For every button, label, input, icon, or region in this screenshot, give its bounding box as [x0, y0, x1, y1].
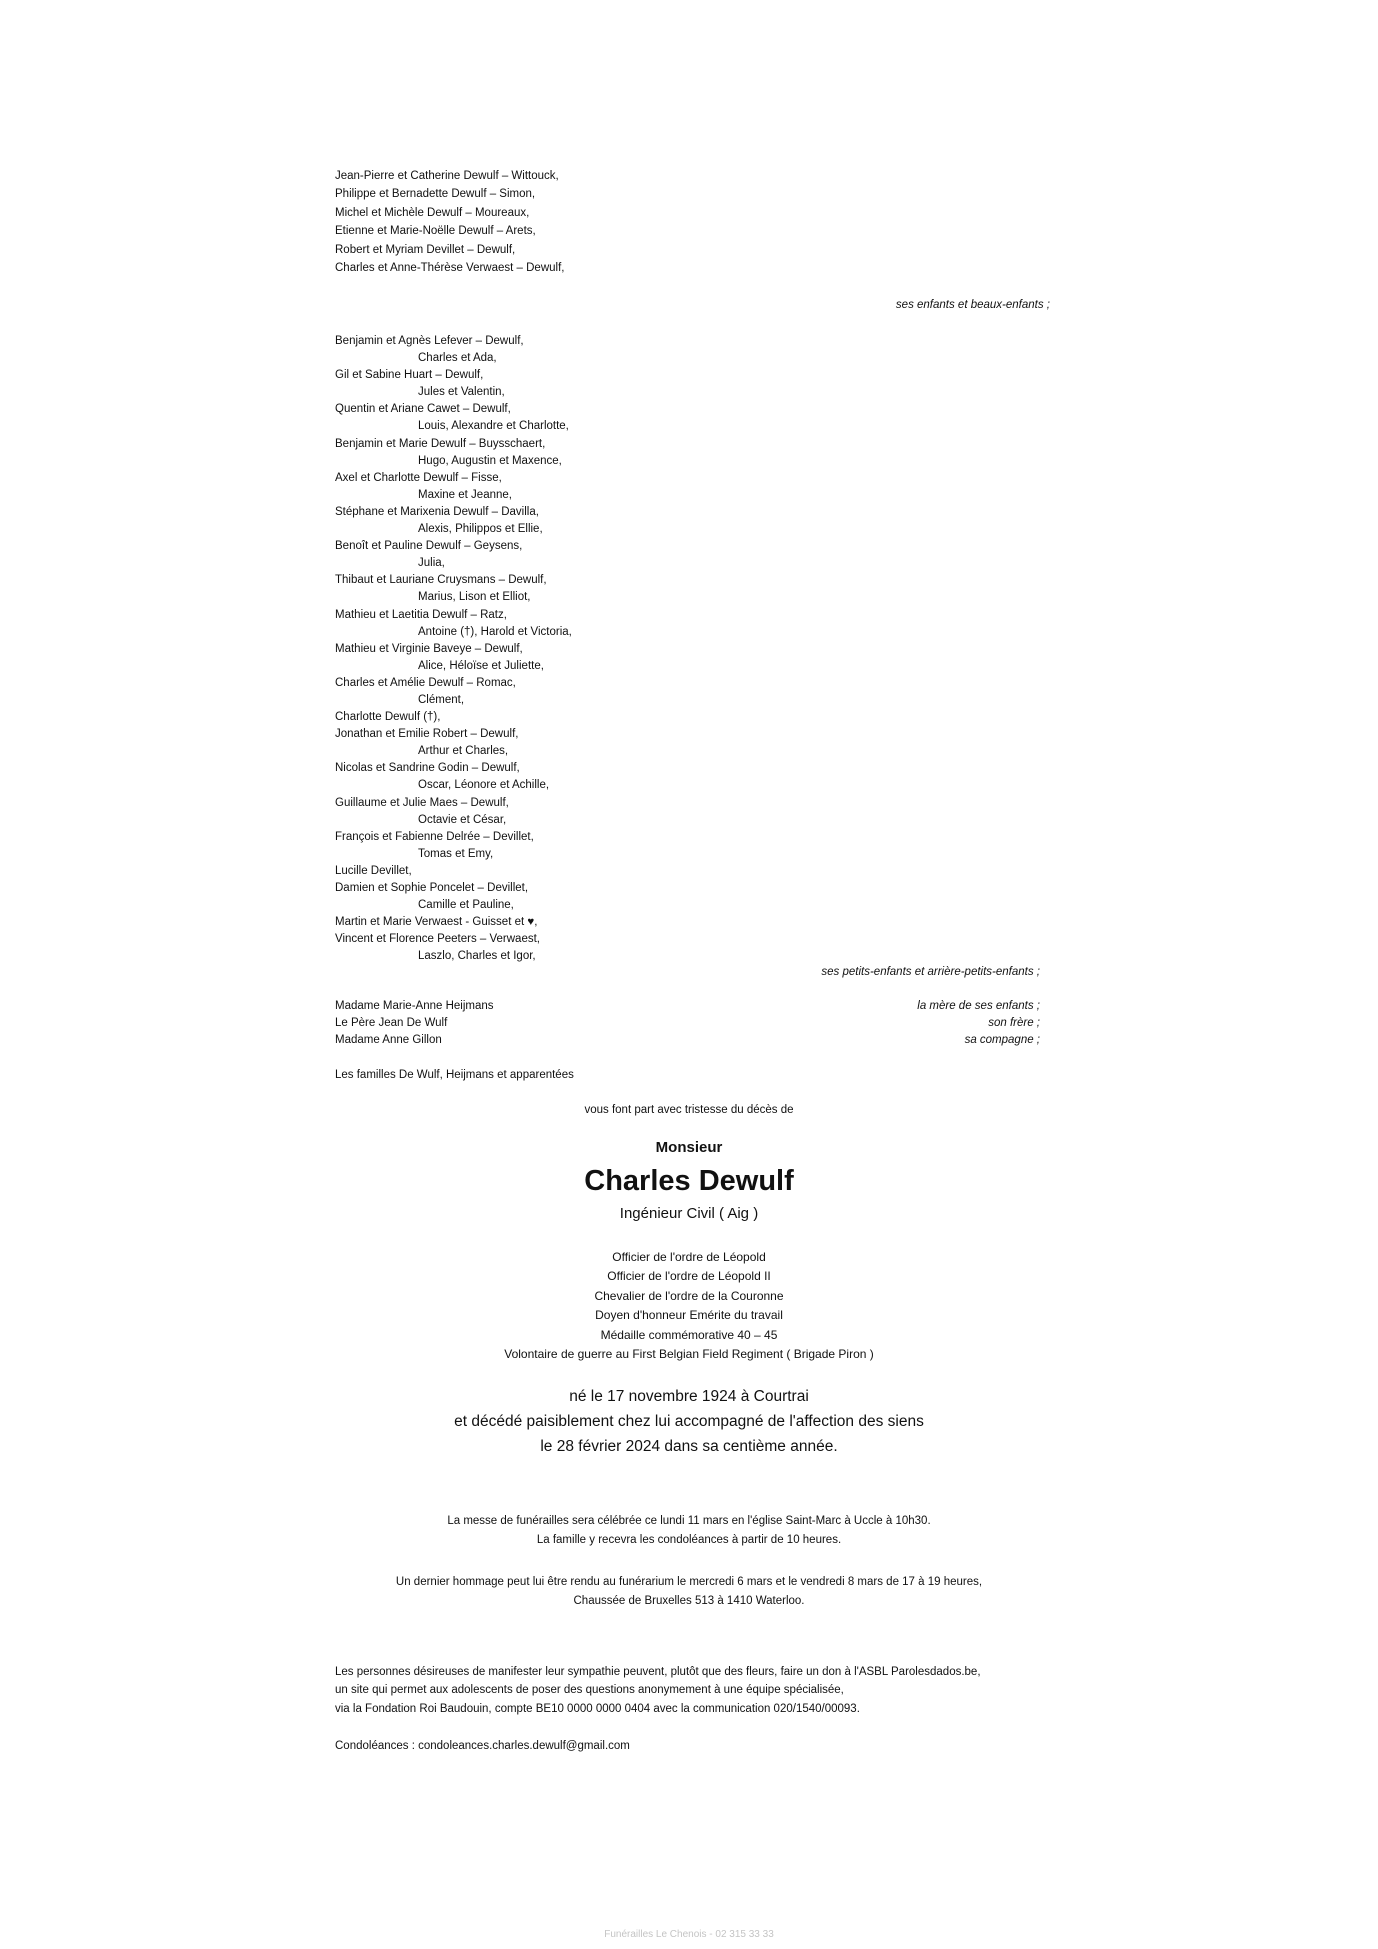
family-line: Charles et Anne-Thérèse Verwaest – Dewulf, [335, 262, 565, 275]
great-grandchildren-line: Alexis, Philippos et Ellie, [418, 523, 543, 536]
grandchild-line: Quentin et Ariane Cawet – Dewulf, [335, 403, 511, 416]
donation-line: Les personnes désireuses de manifester leur sympathie peuvent, plutôt que des fleurs, faire un don à l'ASBL Parolesdados.be, [335, 1666, 981, 1678]
great-grandchildren-line: Arthur et Charles, [418, 745, 509, 758]
funeral-line: La famille y recevra les condoléances à partir de 10 heures. [536, 1533, 842, 1546]
funeral-line: La messe de funérailles sera célébrée ce lundi 11 mars en l'église Saint-Marc à Uccle à 10h30. [447, 1515, 931, 1527]
grandchild-line: Damien et Sophie Poncelet – Devillet, [335, 882, 529, 894]
grandchild-line: Mathieu et Laetitia Dewulf – Ratz, [335, 608, 507, 621]
great-grandchildren-line: Julia, [418, 557, 445, 570]
grandchild-line: Mathieu et Virginie Baveye – Dewulf, [335, 642, 523, 655]
donation-line: un site qui permet aux adolescents de poser des questions anonymement à une équipe spécialisée, [335, 1684, 844, 1697]
relation-role: sa compagne ; [964, 1034, 1040, 1047]
grandchild-line: François et Fabienne Delrée – Devillet, [335, 830, 534, 843]
grandchild-line: Benjamin et Marie Dewulf – Buysschaert, [335, 437, 546, 450]
date-line: et décédé paisiblement chez lui accompagné de l'affection des siens [454, 1412, 924, 1430]
honor-line: Officier de l'ordre de Léopold [612, 1250, 766, 1264]
donation-block [335, 1663, 1050, 1718]
relations-list [335, 998, 1040, 1049]
relation-row [335, 998, 1040, 1015]
honor-line: Médaille commémorative 40 – 45 [600, 1327, 778, 1342]
great-grandchildren-line: Octavie et César, [418, 813, 507, 826]
donation-line: via la Fondation Roi Baudouin, compte BE10 0000 0000 0404 avec la communication 020/1540/00093. [335, 1702, 860, 1715]
relation-row [335, 1032, 1040, 1049]
condolences-line: Condoléances : condoleances.charles.dewulf@gmail.com [335, 1740, 630, 1752]
families-line: Les familles De Wulf, Heijmans et apparentées [335, 1069, 574, 1081]
great-grandchildren-line: Charles et Ada, [418, 352, 497, 365]
grandchild-line: Jonathan et Emilie Robert – Dewulf, [335, 728, 519, 741]
family-line: Robert et Myriam Devillet – Dewulf, [335, 243, 516, 256]
grandchildren-caption: ses petits-enfants et arrière-petits-enfants ; [821, 966, 1040, 978]
homage-line: Un dernier hommage peut lui être rendu au funérarium le mercredi 6 mars et le vendredi 8 mars de 17 à 19 heures, [395, 1576, 983, 1588]
date-line: né le 17 novembre 1924 à Courtrai [569, 1388, 809, 1405]
relation-name: Madame Anne Gillon [335, 1034, 442, 1047]
great-grandchildren-line: Oscar, Léonore et Achille, [418, 779, 550, 792]
homage-line: Chaussée de Bruxelles 513 à 1410 Waterloo. [573, 1594, 805, 1607]
great-grandchildren-line: Maxine et Jeanne, [418, 488, 512, 501]
grandchild-line: Thibaut et Lauriane Cruysmans – Dewulf, [335, 574, 547, 587]
grandchildren-list [335, 333, 1050, 965]
footer-text: Funérailles Le Chenois - 02 315 33 33 [604, 1929, 774, 1940]
relation-role: son frère ; [988, 1017, 1040, 1030]
family-line: Philippe et Bernadette Dewulf – Simon, [335, 188, 536, 201]
deceased-profession: Ingénieur Civil ( Aig ) [619, 1205, 759, 1222]
family-line: Michel et Michèle Dewulf – Moureaux, [335, 206, 530, 219]
grandchild-line: Axel et Charlotte Dewulf – Fisse, [335, 471, 502, 484]
great-grandchildren-line: Clément, [418, 693, 465, 706]
homage-block [0, 1573, 1378, 1610]
grandchild-line: Charles et Amélie Dewulf – Romac, [335, 676, 516, 689]
grandchild-line: Gil et Sabine Huart – Dewulf, [335, 369, 484, 382]
honor-line: Officier de l'ordre de Léopold II [607, 1269, 771, 1284]
great-grandchildren-line: Louis, Alexandre et Charlotte, [418, 420, 569, 433]
grandchild-line: Benoît et Pauline Dewulf – Geysens, [335, 540, 523, 553]
great-grandchildren-line: Alice, Héloïse et Juliette, [418, 659, 544, 672]
family-line: Etienne et Marie-Noëlle Dewulf – Arets, [335, 225, 536, 238]
grandchild-line: Stéphane et Marixenia Dewulf – Davilla, [335, 505, 539, 518]
honor-line: Chevalier de l'ordre de la Couronne [594, 1288, 784, 1303]
great-grandchildren-line: Antoine (†), Harold et Victoria, [418, 625, 572, 638]
dates-block [0, 1385, 1378, 1459]
great-grandchildren-line: Camille et Pauline, [418, 899, 514, 912]
grandchild-line: Nicolas et Sandrine Godin – Dewulf, [335, 762, 520, 775]
children-list [335, 167, 1050, 277]
great-grandchildren-line: Tomas et Emy, [418, 847, 494, 860]
relation-name: Madame Marie-Anne Heijmans [335, 1000, 494, 1012]
funeral-block [0, 1512, 1378, 1549]
honor-line: Volontaire de guerre au First Belgian Field Regiment ( Brigade Piron ) [504, 1347, 874, 1362]
great-grandchildren-line: Hugo, Augustin et Maxence, [418, 454, 562, 467]
family-line: Jean-Pierre et Catherine Dewulf – Wittouck, [335, 170, 559, 182]
great-grandchildren-line: Jules et Valentin, [418, 386, 505, 399]
honors-list [0, 1248, 1378, 1364]
great-grandchildren-line: Marius, Lison et Elliot, [418, 591, 531, 604]
grandchild-line: Benjamin et Agnès Lefever – Dewulf, [335, 335, 524, 347]
deceased-title: Monsieur [655, 1139, 723, 1156]
announce-line: vous font part avec tristesse du décès de [584, 1104, 794, 1116]
grandchild-line: Guillaume et Julie Maes – Dewulf, [335, 796, 509, 809]
grandchild-line: Charlotte Dewulf (†), [335, 711, 441, 724]
honor-line: Doyen d'honneur Emérite du travail [595, 1308, 783, 1323]
relation-row [335, 1015, 1040, 1032]
relation-role: la mère de ses enfants ; [917, 1000, 1040, 1012]
relation-name: Le Père Jean De Wulf [335, 1017, 448, 1030]
great-grandchildren-line: Laszlo, Charles et Igor, [418, 950, 536, 963]
deceased-name: Charles Dewulf [584, 1165, 794, 1197]
grandchild-line: Lucille Devillet, [335, 864, 412, 877]
children-caption: ses enfants et beaux-enfants ; [895, 299, 1050, 311]
grandchild-line: Vincent et Florence Peeters – Verwaest, [335, 933, 540, 946]
date-line: le 28 février 2024 dans sa centième année. [540, 1437, 838, 1455]
grandchild-line: Martin et Marie Verwaest - Guisset et ♥, [335, 916, 538, 929]
